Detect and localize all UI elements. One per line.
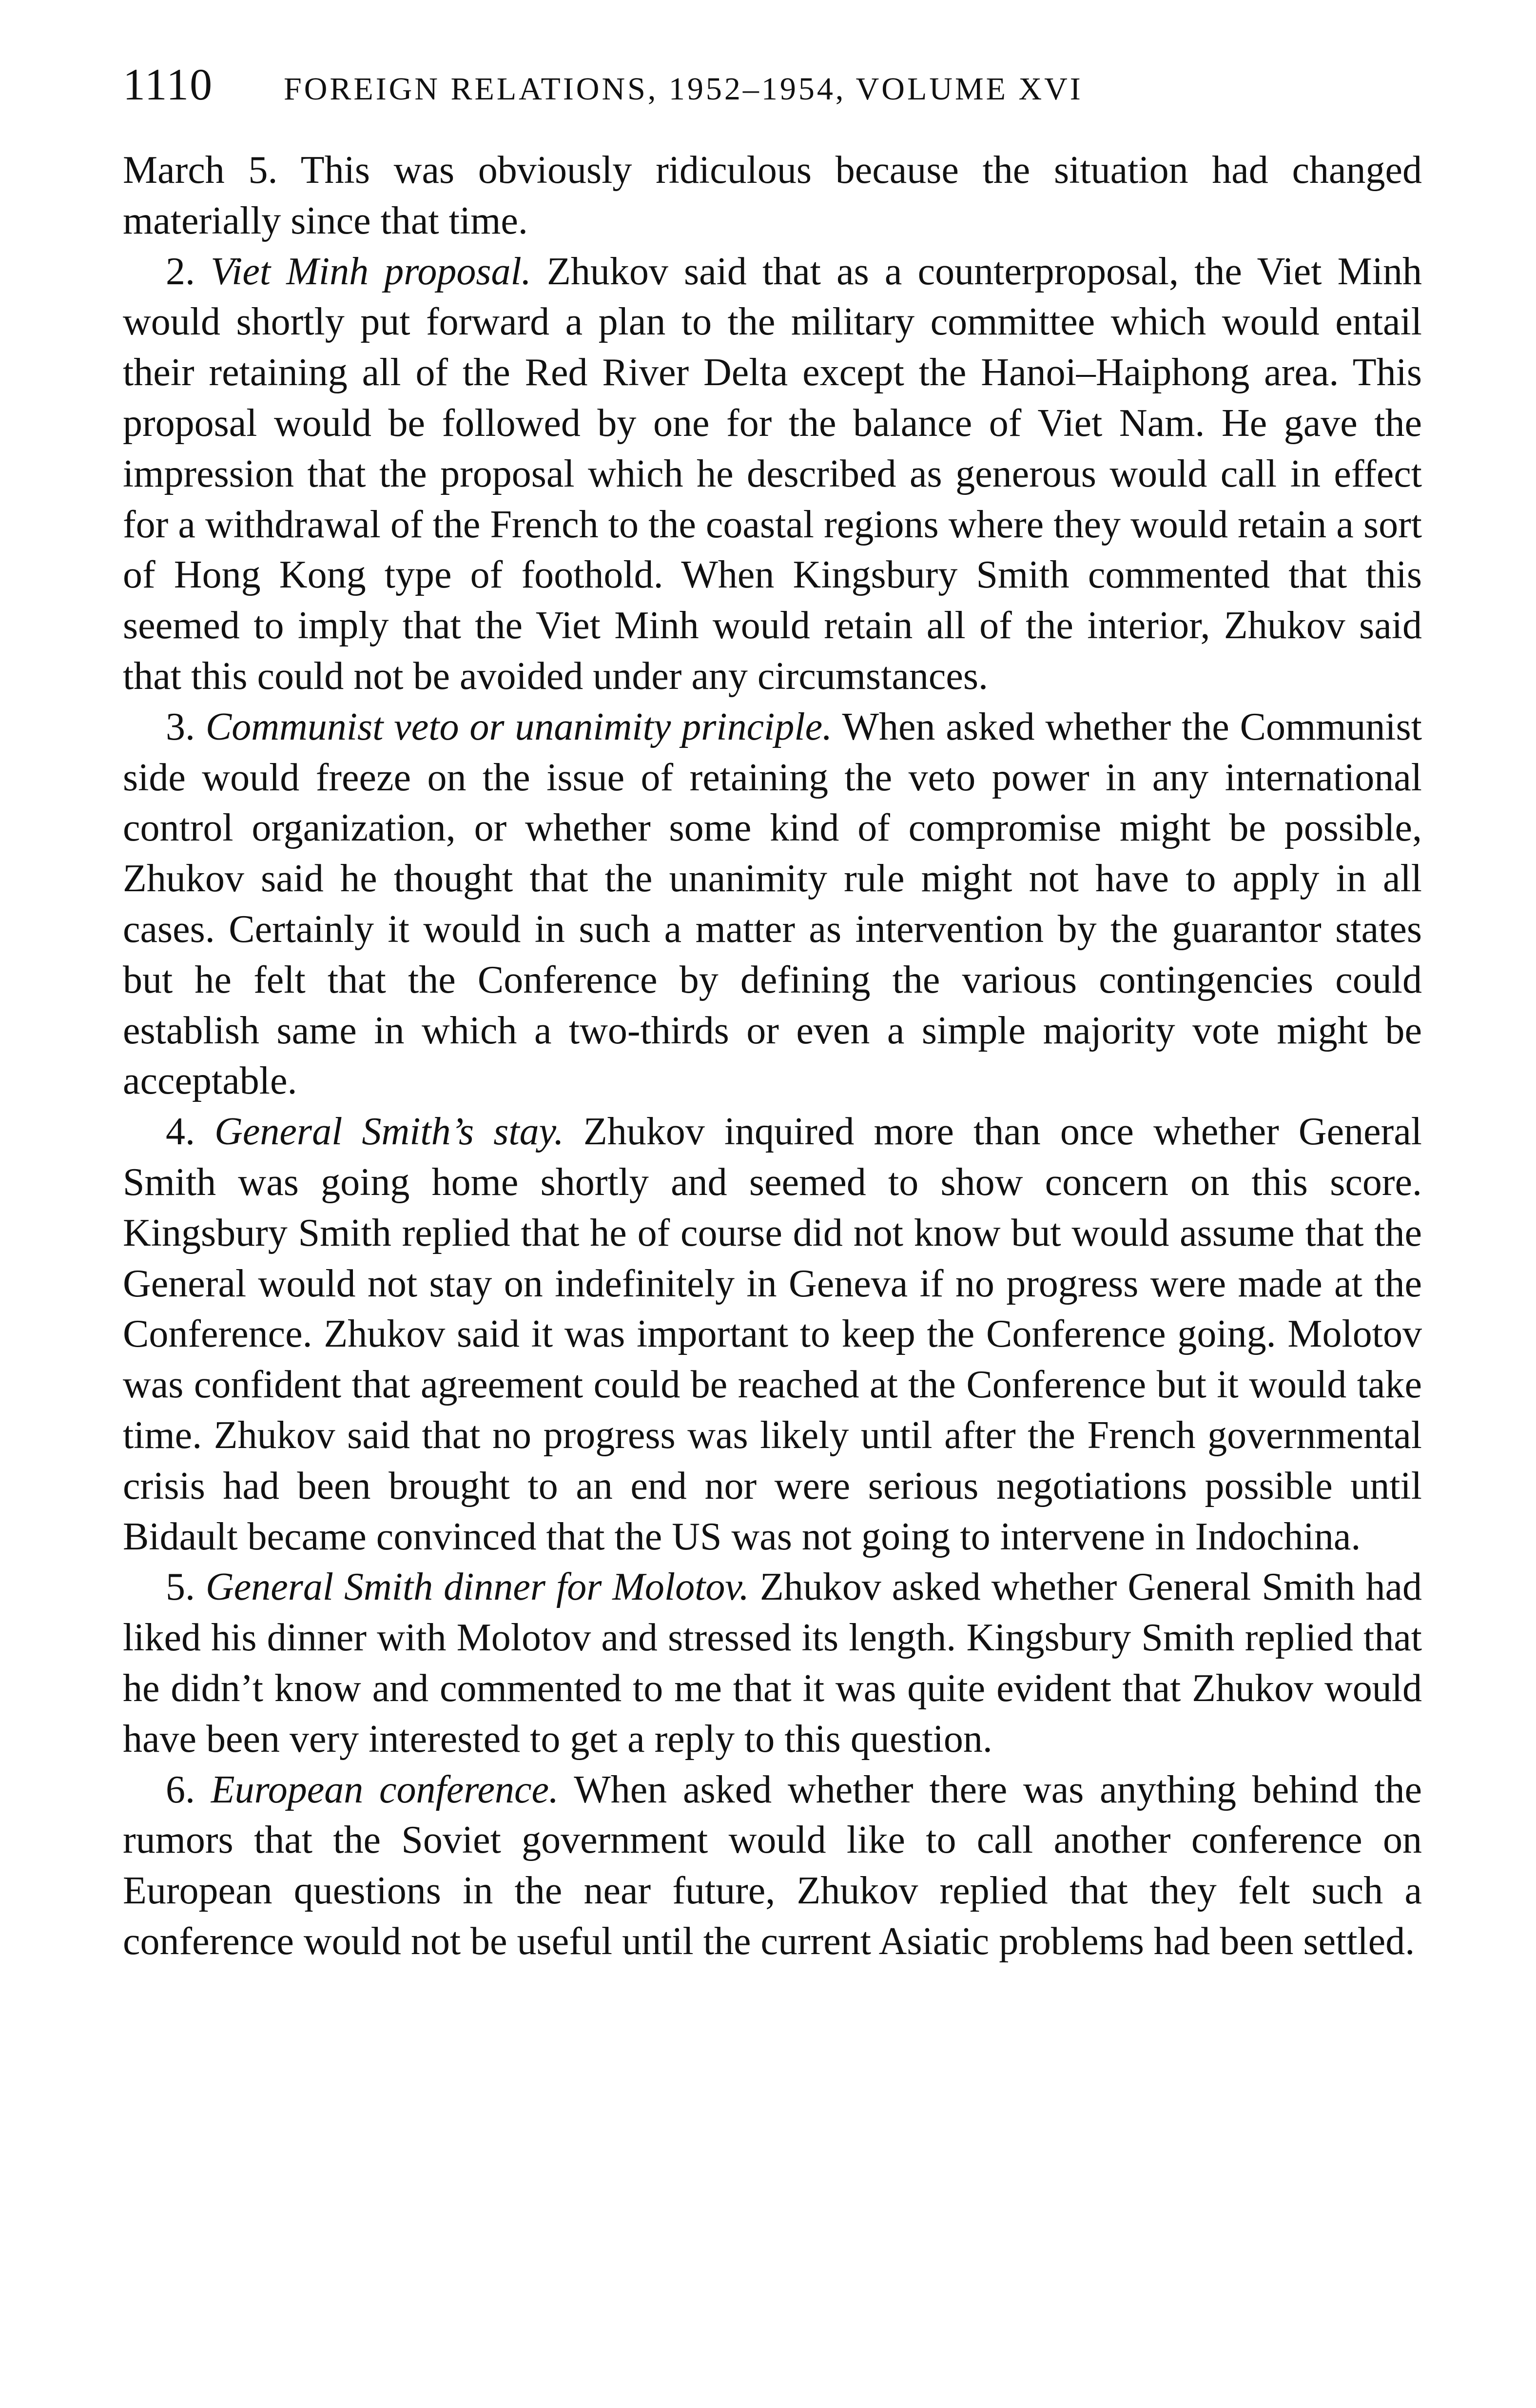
item-text: Zhukov asked whether General Smith had liked his dinner with Molotov and stressed its length. Kingsbury Smith replied that he didn’t know and commented to me that it was quite evident that Zhukov would have been very interested to get a reply to this question.: [123, 1566, 1422, 1761]
item-label: Communist veto or unanimity principle.: [205, 705, 833, 748]
item-number: 6.: [166, 1768, 195, 1811]
body-text: [123, 145, 1422, 1967]
item-number: 5.: [166, 1566, 195, 1609]
item-label: General Smith dinner for Molotov.: [205, 1566, 749, 1609]
item-viet-minh-proposal: [123, 247, 1422, 702]
item-label: European conference.: [211, 1768, 559, 1811]
item-text: When asked whether there was anything behind the rumors that the Soviet government would like to call another conference on European questions in the near future, Zhukov replied that they felt such a conference would not be useful until the current Asiatic problems had been settled.: [123, 1768, 1422, 1963]
item-number: 4.: [166, 1110, 195, 1154]
opening-paragraph: March 5. This was obviously ridiculous because the situation had changed materially since that time.: [123, 149, 1422, 242]
running-head: [123, 59, 1422, 127]
item-label: General Smith’s stay.: [214, 1110, 564, 1154]
item-number: 3.: [166, 705, 195, 748]
item-text: Zhukov inquired more than once whether General Smith was going home shortly and seemed to show concern on this score. Kingsbury Smith replied that he of course did not know but would assume that the General would not stay on indefinitely in Geneva if no progress were made at the Conference. Zhukov said it was important to keep the Conference going. Molotov was confident that agreement could be reached at the Conference but it would take time. Zhukov said that no progress was likely until after the French governmental crisis had been brought to an end nor were serious negotiations possible until Bidault became convinced that the US was not going to intervene in Indochina.: [123, 1110, 1422, 1558]
item-text: Zhukov said that as a counterproposal, the Viet Minh would shortly put forward a plan to the military committee which would entail their retaining all of the Red River Delta except the Hanoi–Haiphong area. This proposal would be followed by one for the balance of Viet Nam. He gave the impression that the proposal which he described as generous would call in effect for a withdrawal of the French to the coastal regions where they would retain a sort of Hong Kong type of foothold. When Kingsbury Smith commented that this seemed to imply that the Viet Minh would retain all of the interior, Zhukov said that this could not be avoided under any circumstances.: [123, 250, 1422, 698]
item-number: 2.: [166, 250, 195, 293]
item-text: When asked whether the Communist side would freeze on the issue of retaining the veto power in any international control organization, or whether some kind of compromise might be possible, Zhukov said he thought that the unanimity rule might not have to apply in all cases. Certainly it would in such a matter as intervention by the guarantor states but he felt that the Conference by defining the various contingencies could establish same in which a two-thirds or even a simple majority vote might be acceptable.: [123, 705, 1422, 1103]
item-general-smith-stay: [123, 1107, 1422, 1562]
running-head-title: FOREIGN RELATIONS, 1952–1954, VOLUME XVI: [284, 71, 1083, 107]
item-label: Viet Minh proposal.: [211, 250, 531, 293]
document-page: [123, 59, 1422, 1967]
item-communist-veto: [123, 702, 1422, 1107]
item-european-conference: [123, 1765, 1422, 1967]
item-general-smith-dinner: [123, 1562, 1422, 1764]
page-number: 1110: [123, 59, 214, 109]
